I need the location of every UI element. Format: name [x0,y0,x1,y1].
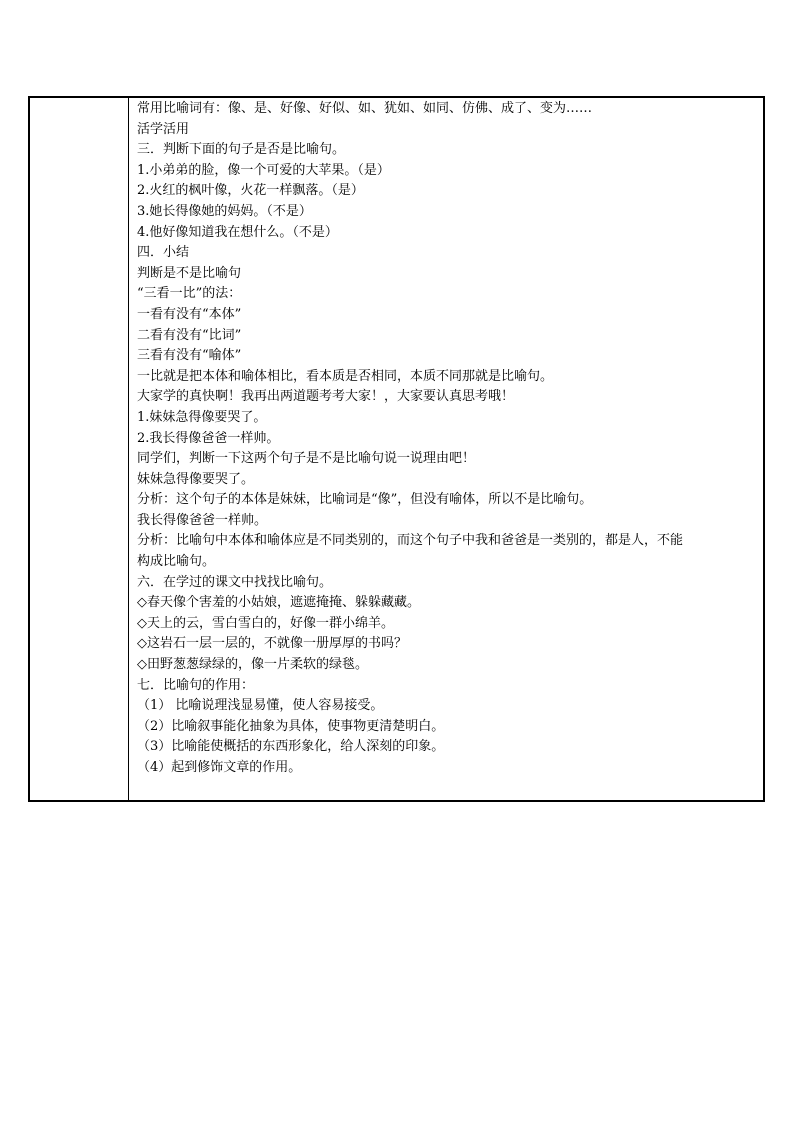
text-line: 1.小弟弟的脸，像一个可爱的大苹果。（是） [137,162,390,178]
text-line: （3）比喻能使概括的东西形象化，给人深刻的印象。 [137,739,445,755]
text-line: 2.火红的枫叶像，火花一样飘落。（是） [137,183,364,199]
text-line: 我长得像爸爸一样帅。 [137,512,268,528]
text-line: 二看有没有“比词” [137,327,242,343]
text-line: （2）比喻叙事能化抽象为具体，使事物更清楚明白。 [137,718,445,734]
text-line: 四．小结 [137,245,190,261]
text-line: 一比就是把本体和喻体相比，看本质是否相同，本质不同那就是比喻句。 [137,368,554,384]
text-line: 1.妹妹急得像要哭了。 [137,409,267,425]
text-line: 妹妹急得像要哭了。 [137,471,255,487]
text-line: 同学们，判断一下这两个句子是不是比喻句说一说理由吧！ [137,451,476,467]
text-line: 六．在学过的课文中找找比喻句。 [137,574,333,590]
text-line: 判断是不是比喻句 [137,265,242,281]
text-line: 活学活用 [137,121,190,137]
text-line: 七．比喻句的作用： [137,677,255,693]
text-line: 分析：比喻句中本体和喻体应是不同类别的，而这个句子中我和爸爸是一类别的，都是人，不能 [137,533,684,549]
text-line: 4.他好像知道我在想什么。（不是） [137,224,338,240]
text-line: “三看一比”的法： [137,286,242,302]
text-line: （4）起到修饰文章的作用。 [137,760,302,775]
text-line: 一看有没有“本体” [137,306,242,322]
text-line: 分析：这个句子的本体是妹妹，比喻词是“像”，但没有喻体，所以不是比喻句。 [137,492,593,508]
text-line: 常用比喻词有：像、是、好像、好似、如、犹如、如同、仿佛、成了、变为…… [137,101,593,116]
text-line: ◇天上的云，雪白雪白的，好像一群小绵羊。 [137,615,394,631]
text-line: ◇这岩石一层一层的，不就像一册厚厚的书吗？ [137,636,407,652]
text-line: （1） 比喻说理浅显易懂，使人容易接受。 [137,698,384,714]
text-line: 构成比喻句。 [137,554,216,570]
text-line: 3.她长得像她的妈妈。（不是） [137,203,312,219]
table-left-cell [30,98,129,800]
text-line: 三．判断下面的句子是否是比喻句。 [137,142,346,158]
lesson-table [28,96,765,802]
text-line: ◇田野葱葱绿绿的，像一片柔软的绿毯。 [137,657,368,673]
table-content-cell [129,98,763,800]
text-line: ◇春天像个害羞的小姑娘，遮遮掩掩、躲躲藏藏。 [137,595,420,611]
text-line: 2.我长得像爸爸一样帅。 [137,430,280,446]
text-line: 三看有没有“喻体” [137,348,242,364]
text-line: 大家学的真快啊！我再出两道题考考大家！，大家要认真思考哦！ [137,389,515,405]
